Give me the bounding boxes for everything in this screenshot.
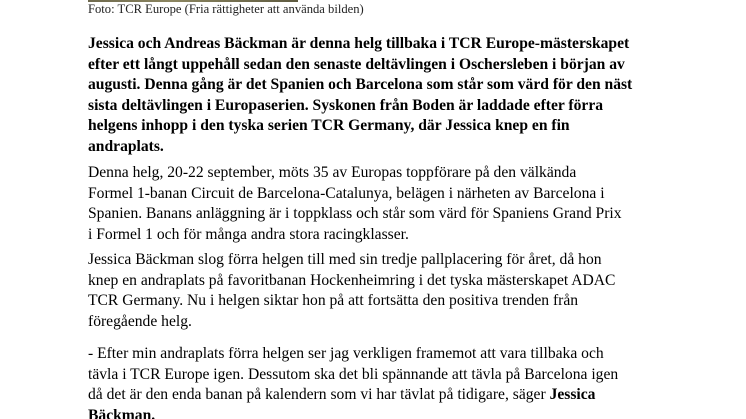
lead-line: augusti. Denna gång är det Spanien och Barcelona som står som värd för den näst	[88, 76, 633, 93]
lead-line: helgens inhopp i den tyska serien TCR Germany, där Jessica knep en fin	[88, 117, 570, 134]
paragraph-line: TCR Germany. Nu i helgen siktar hon på att fortsätta den positiva trenden från	[88, 292, 579, 309]
lead-line: efter ett långt uppehåll sedan den senaste deltävlingen i Oschersleben i början av	[88, 55, 625, 73]
quote-line: tävla i TCR Europe igen. Dessutom ska det bli spännande att tävla på Barcelona igen	[88, 365, 619, 383]
photo-caption: Foto: TCR Europe (Fria rättigheter att använda bilden)	[88, 2, 364, 16]
lead-line: Jessica och Andreas Bäckman är denna helg tillbaka i TCR Europe-mästerskapet	[88, 35, 630, 52]
paragraph-event-info	[88, 163, 708, 245]
paragraph-line: Formel 1-banan Circuit de Barcelona-Catalunya, belägen i närheten av Barcelona i	[88, 184, 605, 202]
paragraph-line: Jessica Bäckman slog förra helgen till med sin tredje pallplacering för året, då hon	[88, 251, 602, 268]
quote-paragraph	[88, 344, 708, 419]
lead-paragraph	[88, 34, 708, 157]
paragraph-previous-result	[88, 250, 708, 332]
lead-line: andraplats.	[88, 137, 164, 155]
quote-speaker-first: Jessica	[549, 386, 596, 403]
paragraph-line: Spanien. Banans anläggning är i toppklass och står som värd för Spaniens Grand Prix	[88, 205, 622, 222]
paragraph-line: föregående helg.	[88, 312, 192, 330]
quote-speaker-last: Bäckman.	[88, 406, 156, 419]
quote-text: då det är den enda banan på kalendern som vi har tävlat på tidigare, säger	[88, 386, 550, 403]
paragraph-line: i Formel 1 och för många andra stora racingklasser.	[88, 225, 409, 243]
paragraph-line: knep en andraplats på favoritbanan Hockenheimring i det tyska mästerskapet ADAC	[88, 271, 616, 289]
lead-line: sista deltävlingen i Europaserien. Syskonen från Boden är laddade efter förra	[88, 96, 604, 114]
paragraph-line: Denna helg, 20-22 september, möts 35 av Europas toppförare på den välkända	[88, 164, 577, 181]
quote-line: - Efter min andraplats förra helgen ser jag verkligen framemot att vara tillbaka och	[88, 345, 604, 362]
quote-line	[88, 385, 708, 406]
